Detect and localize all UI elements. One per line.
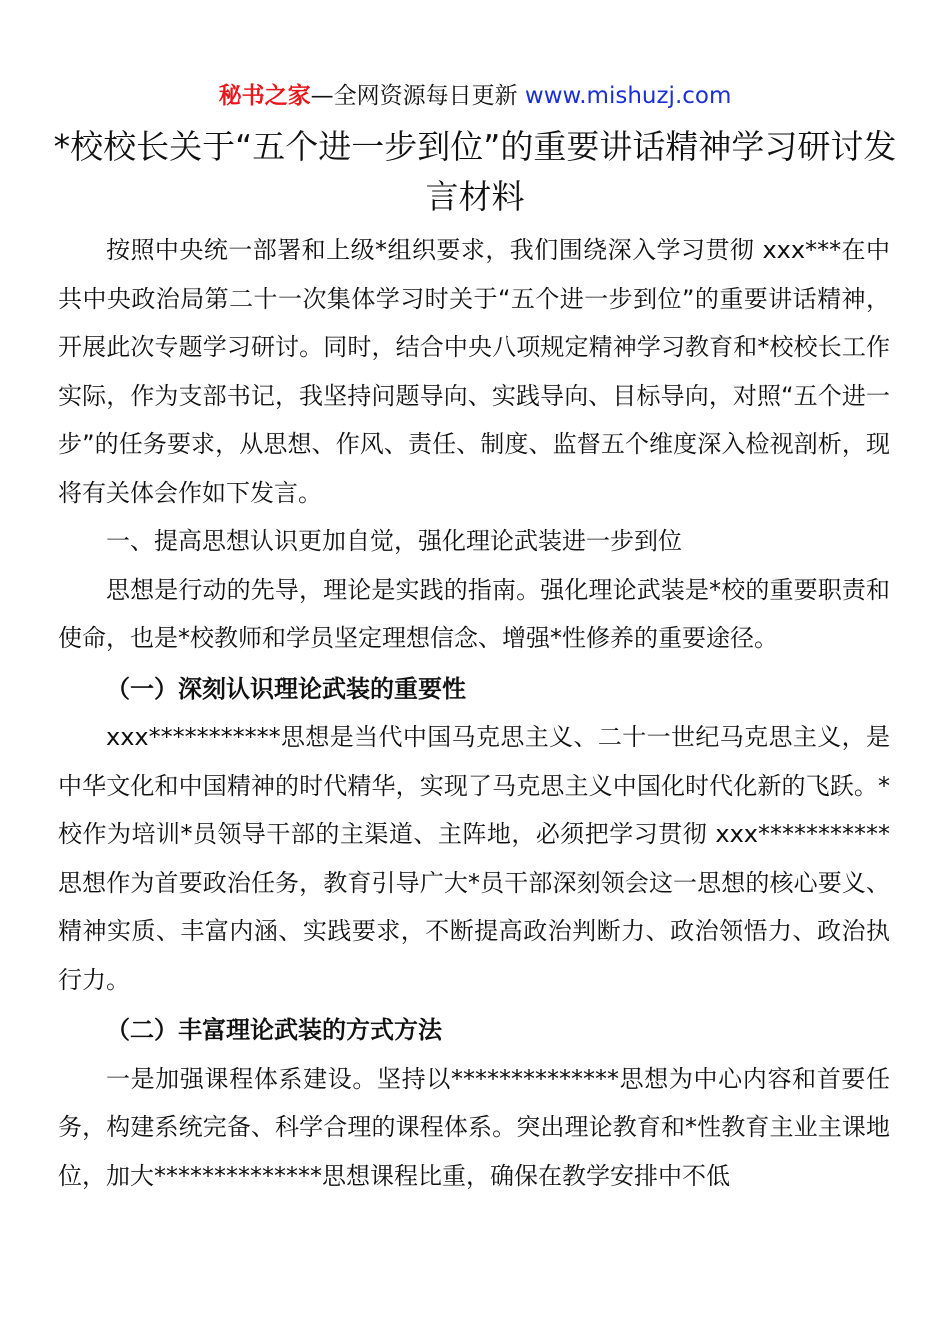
section-heading-1: 一、提高思想认识更加自觉，强化理论武装进一步到位 — [106, 527, 682, 555]
intro-paragraph: 按照中央统一部署和上级*组织要求，我们围绕深入学习贯彻 xxx***在中共中央政治局第二十一次集体学习时关于“五个进一步到位”的重要讲话精神，开展此次专题学习研讨。同时，结合中央八项规定精神学习教育和*校校长工作实际，作为支部书记，我坚持问题导向、实践导向、目标导向，对照“五个进一步”的任务要求，从思想、作风、责任、制度、监督五个维度深入检视剖析，现将有关体会作如下发言。 — [58, 236, 890, 507]
subsection-heading-2: （二）丰富理论武装的方式方法 — [106, 1016, 442, 1044]
subsection-heading-1: （一）深刻认识理论武装的重要性 — [106, 674, 466, 703]
brand-name: 秘书之家 — [218, 83, 311, 109]
document-title: *校校长关于“五个进一步到位”的重要讲话精神学习研讨发言材料 — [53, 127, 897, 216]
body-paragraph: 一是加强课程体系建设。坚持以**************思想为中心内容和首要任务，构建系统完备、科学合理的课程体系。突出理论教育和*性教育主业主课地位，加大**************思想课程比重，确保在教学安排中不低 — [58, 1064, 890, 1190]
body-paragraph: xxx***********思想是当代中国马克思主义、二十一世纪马克思主义，是中华文化和中国精神的时代精华，实现了马克思主义中国化时代化新的飞跃。*校作为培训*员领导干部的主渠道、主阵地，必须把学习贯彻 xxx***********思想作为首要政治任务，教育引导广大*员干部深刻领会这一思想的核心要义、精神实质、丰富内涵、实践要求，不断提高政治判断力、政治领悟力、政治执行力。 — [58, 723, 890, 994]
document-body — [58, 226, 890, 1200]
body-paragraph: 思想是行动的先导，理论是实践的指南。强化理论武装是*校的重要职责和使命，也是*校教师和学员坚定理想信念、增强*性修养的重要途径。 — [58, 575, 890, 652]
banner-tagline: —全网资源每日更新 — [310, 83, 525, 109]
site-url-link[interactable]: www.mishuzj.com — [524, 83, 732, 109]
site-banner — [0, 80, 950, 112]
